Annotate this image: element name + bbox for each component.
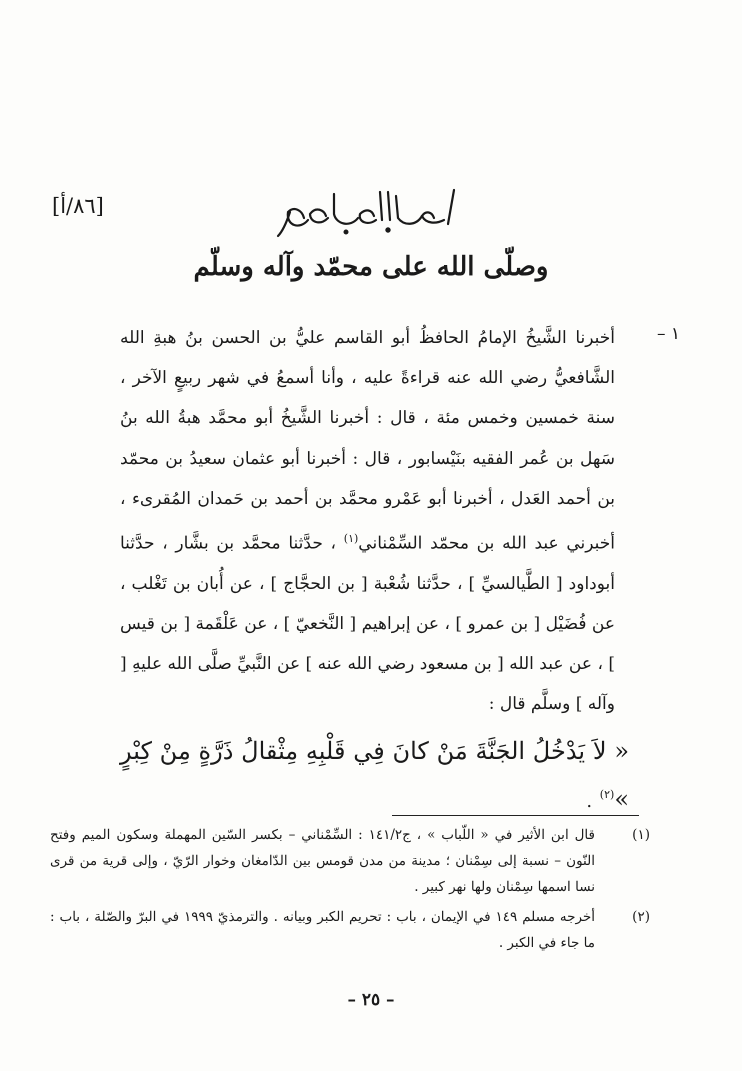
footnote-number: (٢) xyxy=(632,909,650,925)
footnote-number: (١) xyxy=(632,827,650,843)
hadith-number: ١ – xyxy=(656,324,680,344)
quote-period: . xyxy=(586,790,593,812)
footnote-ref-1[interactable]: (١) xyxy=(343,532,359,546)
footnote-divider xyxy=(392,815,639,816)
footnotes xyxy=(50,822,670,956)
hadith-entry xyxy=(120,318,680,824)
hadith-isnad xyxy=(120,318,629,824)
hadith-text-continued: ، حدَّثنا محمَّد بن بشَّار ، حدَّثنا أبوداود [ الطَّيالسيِّ ] ، حدَّثنا شُعْبة [ بن الحجَّاج ] ، عن أُبان بن تَغْلب ، عن فُضَيْل [ بن عمرو ] ، عن إبراهيم [ النَّخعيّ ] ، عن عَلْقَمة [ بن قيس ] ، عن عبد الله [ بن مسعود رضي الله عنه ] عن النَّبيِّ صلَّى الله عليهِ [ وآله ] وسلَّم قال : xyxy=(120,533,615,715)
salawat-heading: وصلّى الله على محمّد وآله وسلّم xyxy=(193,252,549,282)
footnote-text: أخرجه مسلم ١٤٩ في الإيمان ، باب : تحريم الكبر وبيانه . والترمذيّ ١٩٩٩ في البرّ والصّلة ، باب : ما جاء في الكبر . xyxy=(50,909,595,951)
hadith-text: أخبرنا الشَّيخُ الإمامُ الحافظُ أبو القاسم عليُّ بن الحسن بنُ هبةِ الله الشَّافعيُّ رضي الله عنه قراءةً عليه ، وأنا أسمعُ في شهر ربيعٍ الآخر ، سنة خمسين وخمس مئة ، قال : أخبرنا الشَّيخُ أبو محمَّد هبةُ الله بنُ سَهل بن عُمر الفقيه بنَيْسابور ، قال : أخبرنا أبو عثمان سعيدُ بن محمّد بن أحمد العَدل ، أخبرنا أبو عَمْرو محمَّد بن أحمد بن حَمدان المُقرىء ، أخبرني عبد الله بن محمّد السِّمْناني xyxy=(120,328,615,554)
basmala-calligraphy xyxy=(0,180,742,244)
folio-reference: [٨٦/أ] xyxy=(52,194,104,218)
hadith-quote: « لاَ يَدْخُلُ الجَنَّةَ مَنْ كانَ فِي قَلْبِهِ مِثْقالُ ذَرَّةٍ مِنْ كِبْرٍ » xyxy=(120,736,629,813)
footnote xyxy=(50,904,670,956)
hadith-matn xyxy=(120,729,629,824)
basmala-calligraphy-icon xyxy=(276,180,466,240)
footnote xyxy=(50,822,670,900)
footnote-ref-2[interactable]: (٢) xyxy=(599,787,615,801)
footnote-text: قال ابن الأثير في « اللّباب » ، ج١٤١/٢ : السِّمْناني – بكسر السّين المهملة وسكون الميم وفتح النّون – نسبة إلى سِمْنان ؛ مدينة من مدن قومس بين الدّامغان وخوار الرّيّ ، وإلى قرية من قرى نسا اسمها سِمْنان ولها نهر كبير . xyxy=(50,827,595,895)
page-number: – ٢٥ – xyxy=(347,990,395,1010)
